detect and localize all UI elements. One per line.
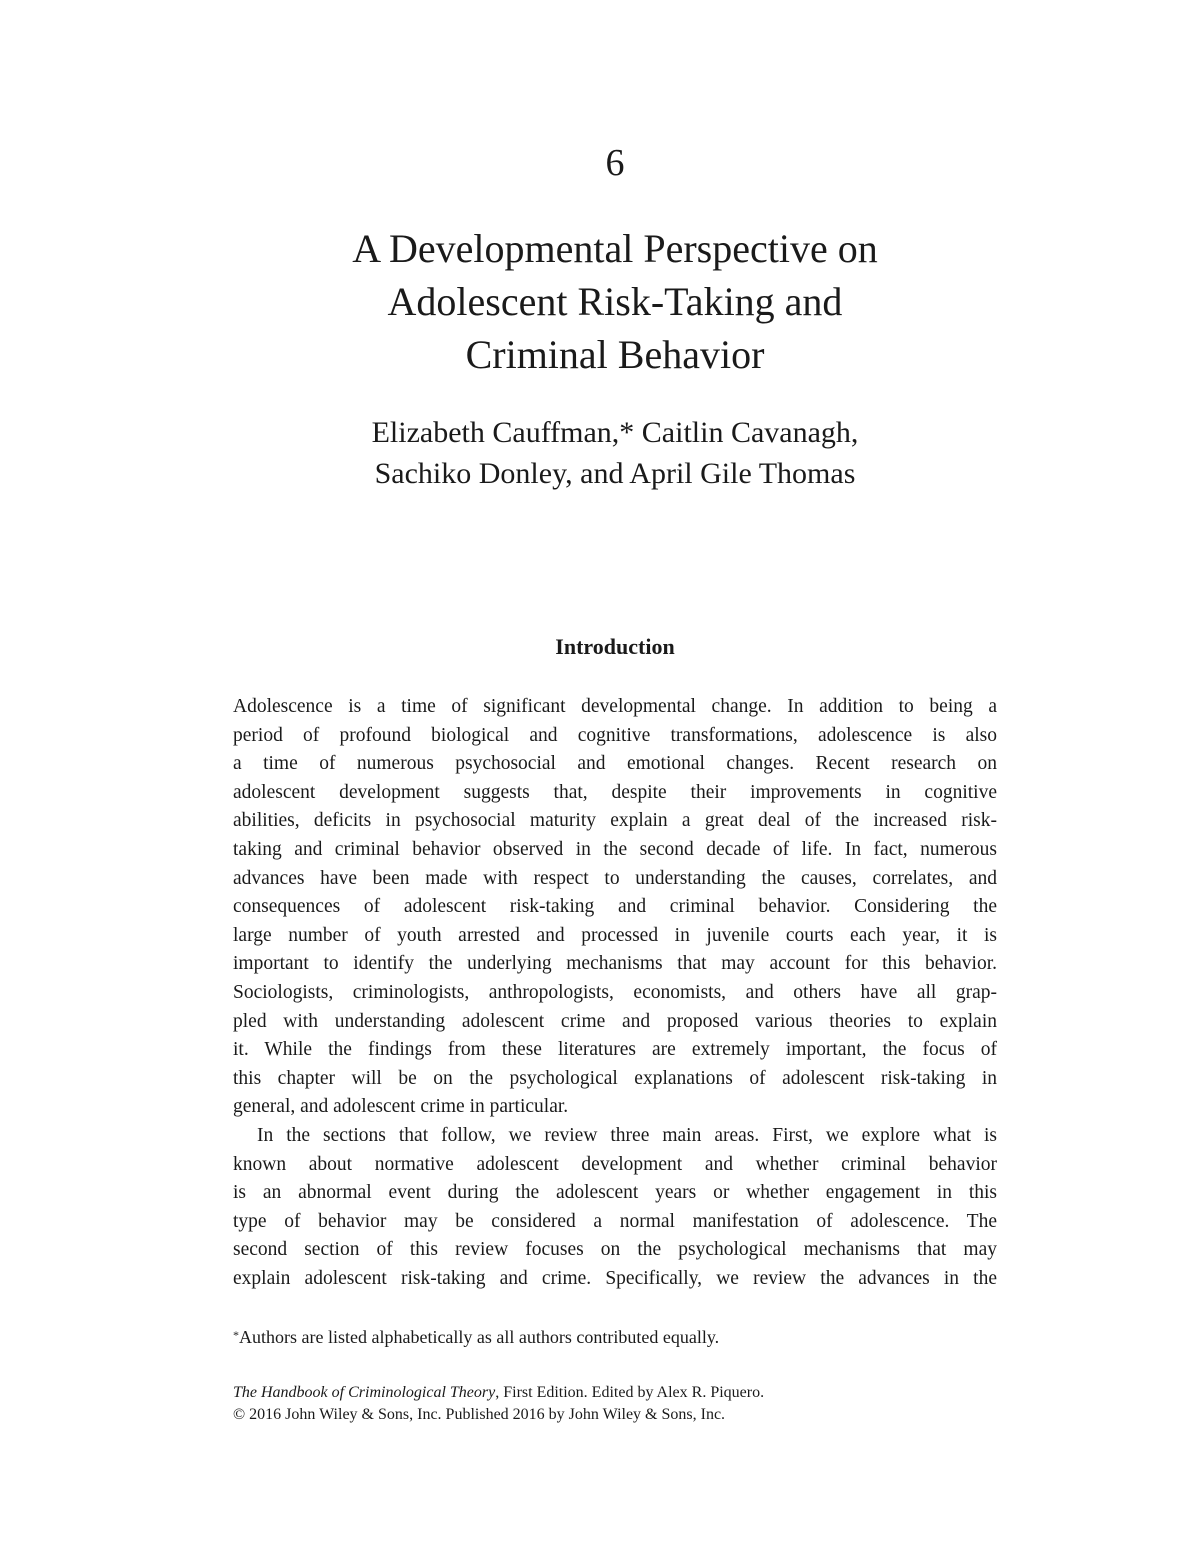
authors-line: Elizabeth Cauffman,* Caitlin Cavanagh, [371, 416, 859, 449]
chapter-title [0, 222, 1200, 381]
text-line: this chapter will be on the psychological explanations of adolescent risk-taking in [233, 1067, 997, 1089]
chapter-title-line: A Developmental Perspective on [352, 226, 878, 271]
book-title: The Handbook of Criminological Theory [233, 1384, 496, 1401]
authors-line: Sachiko Donley, and April Gile Thomas [374, 457, 856, 490]
text-line: second section of this review focuses on the psychological mechanisms that may [233, 1239, 997, 1261]
text-line: important to identify the underlying mechanisms that may account for this behavior. [233, 953, 997, 975]
text-line: adolescent development suggests that, despite their improvements in cognitive [233, 781, 997, 803]
paragraph-1 [233, 693, 997, 1122]
text-line: is an abnormal event during the adolescent years or whether engagement in this [233, 1182, 997, 1204]
text-line: a time of numerous psychosocial and emotional changes. Recent research on [233, 753, 997, 775]
source-line [233, 1382, 997, 1404]
text-line: advances have been made with respect to understanding the causes, correlates, and [233, 867, 997, 889]
text-line: large number of youth arrested and processed in juvenile courts each year, it is [233, 924, 997, 946]
text-line: consequences of adolescent risk-taking and criminal behavior. Considering the [233, 896, 997, 918]
chapter-authors [0, 412, 1200, 494]
text-line: Sociologists, criminologists, anthropologists, economists, and others have all grap- [233, 981, 997, 1003]
footnote-text: Authors are listed alphabetically as all authors contributed equally. [239, 1327, 720, 1347]
text-line: In the sections that follow, we review three main areas. First, we explore what is [257, 1124, 997, 1146]
text-line: type of behavior may be considered a normal manifestation of adolescence. The [233, 1210, 997, 1232]
text-line: it. While the findings from these literatures are extremely important, the focus of [233, 1039, 997, 1061]
text-line: taking and criminal behavior observed in the second decade of life. In fact, numerous [233, 838, 997, 860]
edition-text: , First Edition. Edited by Alex R. Piquero. [495, 1384, 765, 1401]
footnote-marker: * [233, 1328, 239, 1342]
section-heading: Introduction [555, 634, 675, 659]
text-line: explain adolescent risk-taking and crime. Specifically, we review the advances in the [233, 1267, 997, 1289]
text-line: Adolescence is a time of significant developmental change. In addition to being a [233, 696, 997, 717]
text-line: known about normative adolescent development and whether criminal behavior [233, 1153, 997, 1175]
text-line: pled with understanding adolescent crime and proposed various theories to explain [233, 1010, 997, 1032]
source-credit [233, 1382, 997, 1426]
text-line: abilities, deficits in psychosocial maturity explain a great deal of the increased risk- [233, 810, 997, 832]
chapter-title-line: Adolescent Risk-Taking and [387, 279, 843, 324]
text-line: general, and adolescent crime in particular. [233, 1096, 569, 1118]
chapter-title-line: Criminal Behavior [465, 332, 765, 377]
text-line: period of profound biological and cognitive transformations, adolescence is also [233, 724, 997, 746]
paragraph-2 [233, 1122, 997, 1294]
body-text [233, 693, 997, 1293]
footnote [233, 1325, 997, 1349]
copyright-line: © 2016 John Wiley & Sons, Inc. Published 2016 by John Wiley & Sons, Inc. [233, 1406, 726, 1423]
chapter-number: 6 [605, 142, 625, 184]
